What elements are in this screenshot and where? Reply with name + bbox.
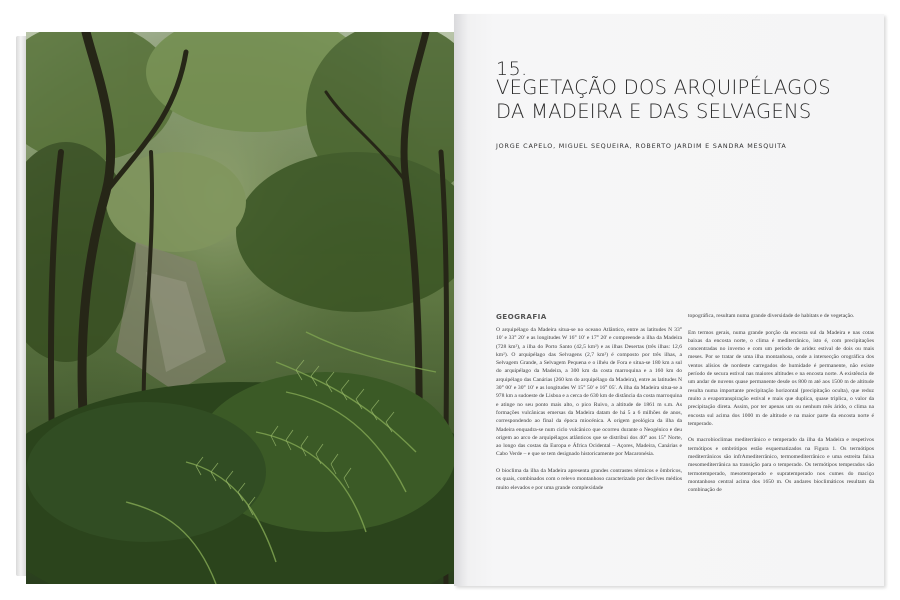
paragraph: Em termos gerais, numa grande porção da encosta sul da Madeira e nas cotas baixas da encosta norte, o clima é mediterrânico, isto é, com precipitações concentradas no inverno e com um período de aridez estival de dois ou mais meses. Por se tratar de uma ilha montanhosa, onde a intersecção orográfica dos ventos alísios de nordeste carregados de humidade é permanente, não existe período de secura estival nas maiores altitudes e na encosta norte. A existência de um andar de nuvens quase permanente desde os 800 m até aos 1500 m de altitude resulta numa importante precipitação horizontal (precipitação oculta), que reduz muito a evapotranspiração estival e mais que duplica, quase triplica, o valor da precipitação direta. Assim, por ter apenas um ou nenhum mês árido, o clima na encosta sul acima dos 1000 m de altitude e na maior parte da encosta norte é temperado. (688, 329, 874, 427)
paragraph: O bioclima da ilha da Madeira apresenta grandes contrastes térmicos e ômbricos, os quais, combinados com o relevo montanhoso caracterizado por declives médios muito elevados e por uma grande complexidade (496, 468, 682, 491)
open-book (18, 14, 884, 586)
chapter-title-line-2: DA MADEIRA E DAS SELVAGENS (496, 100, 812, 123)
text-column-1 (496, 326, 682, 500)
paragraph: O arquipélago da Madeira situa-se no oceano Atlântico, entre as latitudes N 33° 10′ e 33° 20′ e as longitudes W 16° 10′ e 17° 20′ e compreende a ilha da Madeira (728 km²), a ilha do Porto Santo (42,5 km²) e as ilhas Desertas (três ilhas: 12,6 km²). O arquipélago das Selvagens (2,7 km²) é composto por três ilhas, a Selvagem Grande, a Selvagem Pequena e o ilhéu de Fora e situa-se 180 km a sul do arquipélago da Madeira, a 300 km da costa marroquina e a 160 km do arquipélago das Canárias (260 km do arquipélago da Madeira), entre as latitudes N 30° 00′ e 30° 10′ e as longitudes W 15° 50′ e 16° 05′. A ilha da Madeira situa-se a 978 km a sudoeste de Lisboa e a cerca de 630 km de distância da costa marroquina e atinge no seu ponto mais alto, o pico Ruivo, a altitude de 1861 m s.m. As formações vulcânicas emersas da Madeira datam de há 5 a 6 milhões de anos, correspondendo ao final da época miocénica. A origem geológica da ilha da Madeira enquadra-se num ciclo vulcânico que ocorreu durante o Neogénico e deu origem ao arco de arquipélagos atlânticos que se distribui dos 40° aos 15° Norte, ao longo das costas da Europa e África Ocidental – Açores, Madeira, Canárias e Cabo Verde – e que se tem designado historicamente por Macaronésia. (496, 327, 682, 458)
chapter-title-line-1: VEGETAÇÃO DOS ARQUIPÉLAGOS (496, 76, 831, 99)
chapter-title (496, 76, 876, 124)
chapter-authors: JORGE CAPELO, MIGUEL SEQUEIRA, ROBERTO JARDIM E SANDRA MESQUITA (496, 142, 787, 150)
forest-ravine-photo (26, 32, 454, 584)
left-page-photo (26, 32, 454, 584)
chapter-number: 15. (496, 58, 528, 80)
right-page-text (454, 14, 884, 586)
paragraph: topográfica, resultam numa grande diversidade de habitats e de vegetação. (688, 313, 855, 319)
paragraph: Os macrobioclimas mediterrânico e temperado da ilha da Madeira e respetivos termótipos e ombrótipos estão esquematizados na Figura 1. Os termótipos mediterrânicos são infrAmediterrânico, termomediterrânico e uma estreita faixa mesomediterrânica na transição para o temperado. Os termótipos temperados são termotemperado, mesotemperado e supratemperado nos cumes do maciço montanhoso central acima dos 1650 m. Os andares bioclimáticos resultam da combinação de (688, 437, 874, 494)
text-column-2 (688, 312, 874, 503)
section-heading: GEOGRAFIA (496, 312, 547, 321)
